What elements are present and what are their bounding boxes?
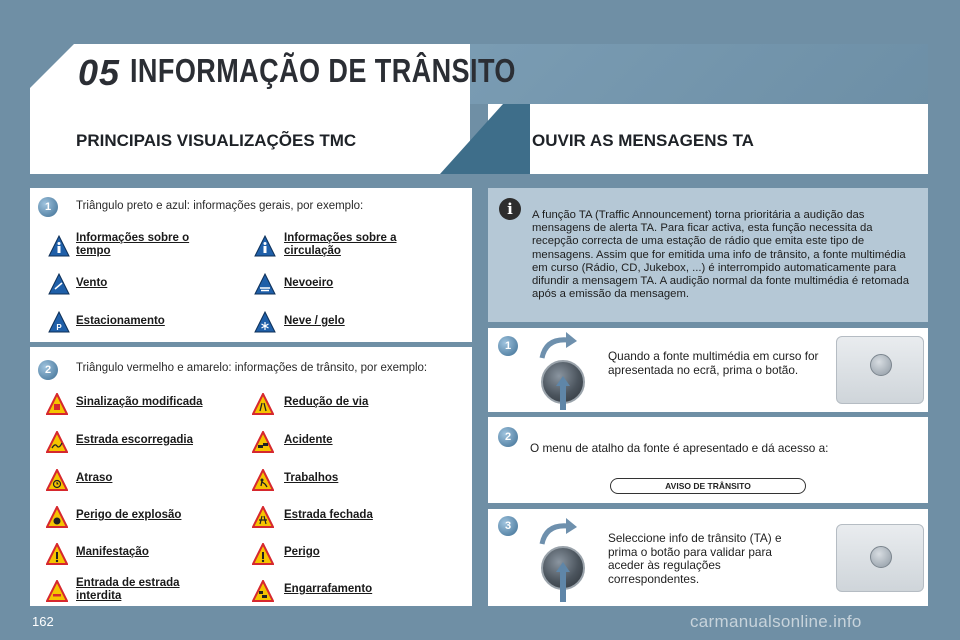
sign-label: Redução de via <box>284 396 369 408</box>
sign-label: Estacionamento <box>76 315 165 327</box>
step-2-text: O menu de atalho da fonte é apresentado e dá acesso a: <box>530 441 829 455</box>
sign-label: Nevoeiro <box>284 277 334 289</box>
weather-info-icon <box>48 235 70 257</box>
wind-icon <box>48 273 70 295</box>
roadworks-icon <box>252 469 274 491</box>
traffic-jam-icon <box>252 580 274 602</box>
no-entry-icon <box>46 580 68 602</box>
road-closed-icon <box>252 506 274 528</box>
accident-icon <box>252 431 274 453</box>
sign-label: Engarrafamento <box>284 583 373 595</box>
step-3-text: Seleccione info de trânsito (TA) e prima o botão para validar para aceder às regulações correspondentes. <box>608 531 782 586</box>
demonstration-icon <box>46 543 68 565</box>
ta-info-text: A função TA (Traffic Announcement) torna prioritária a audição das mensagens de alerta TA. Para ficar activa, esta função necessita da recepção correcta de uma estação de rádio que emita este tipo de mensagens. Assim que for emitida uma info de trânsito, a fonte multimédia em curso (Rádio, CD, Jukebox, ...) é interrompido automaticamente para difundir a mensagem TA. A audição normal da fonte multimédia é retomada após a emissão da mensagem. <box>532 209 909 301</box>
snow-icon <box>254 311 276 333</box>
menu-item-traffic-warning[interactable]: AVISO DE TRÂNSITO <box>610 478 806 494</box>
sign-label: Trabalhos <box>284 472 339 484</box>
fog-icon <box>254 273 276 295</box>
sign-label: Perigo <box>284 546 320 558</box>
sign-label: Perigo de explosão <box>76 509 182 521</box>
sign-label: Vento <box>76 277 108 289</box>
page-number: 162 <box>32 614 54 629</box>
sign-label: Acidente <box>284 434 333 446</box>
left-section-title: PRINCIPAIS VISUALIZAÇÕES TMC <box>76 131 357 150</box>
lane-reduction-icon <box>252 393 274 415</box>
group2-intro: Triângulo vermelho e amarelo: informações de trânsito, por exemplo: <box>76 362 428 374</box>
header-map-decoration <box>470 44 928 104</box>
right-section-title: OUVIR AS MENSAGENS TA <box>532 131 754 150</box>
chapter-number: 05 <box>78 52 121 93</box>
sign-label: Informações sobre a circulação <box>284 232 397 257</box>
sign-label: Sinalização modificada <box>76 396 203 408</box>
rotate-arrow-icon <box>538 332 578 362</box>
sign-label: Entrada de estrada interdita <box>76 577 180 602</box>
step-1-text: Quando a fonte multimédia em curso for apresentada no ecrã, prima o botão. <box>608 349 819 377</box>
sign-label: Manifestação <box>76 546 149 558</box>
rotate-arrow-icon <box>538 518 578 548</box>
info-icon: i <box>499 198 521 220</box>
delay-icon <box>46 469 68 491</box>
step-badge: 1 <box>498 336 518 356</box>
sign-label: Estrada fechada <box>284 509 373 521</box>
traffic-info-icon <box>254 235 276 257</box>
sign-label: Atraso <box>76 472 113 484</box>
parking-icon <box>48 311 70 333</box>
svg-text:P: P <box>56 323 62 332</box>
push-arrow-icon <box>556 376 570 410</box>
step-badge: 2 <box>38 360 58 380</box>
radio-knob <box>870 354 892 376</box>
slippery-road-icon <box>46 431 68 453</box>
step-badge: 1 <box>38 197 58 217</box>
watermark: carmanualsonline.info <box>690 612 862 631</box>
sign-label: Informações sobre o tempo <box>76 232 190 257</box>
chapter-title: INFORMAÇÃO DE TRÂNSITO <box>130 52 516 89</box>
danger-icon <box>252 543 274 565</box>
step-badge: 3 <box>498 516 518 536</box>
push-arrow-icon <box>556 562 570 602</box>
explosion-icon <box>46 506 68 528</box>
sign-label: Estrada escorregadia <box>76 434 193 446</box>
group1-intro: Triângulo preto e azul: informações gerais, por exemplo: <box>76 200 364 212</box>
changed-signs-icon <box>46 393 68 415</box>
radio-knob <box>870 546 892 568</box>
sign-label: Neve / gelo <box>284 315 345 327</box>
step-badge: 2 <box>498 427 518 447</box>
